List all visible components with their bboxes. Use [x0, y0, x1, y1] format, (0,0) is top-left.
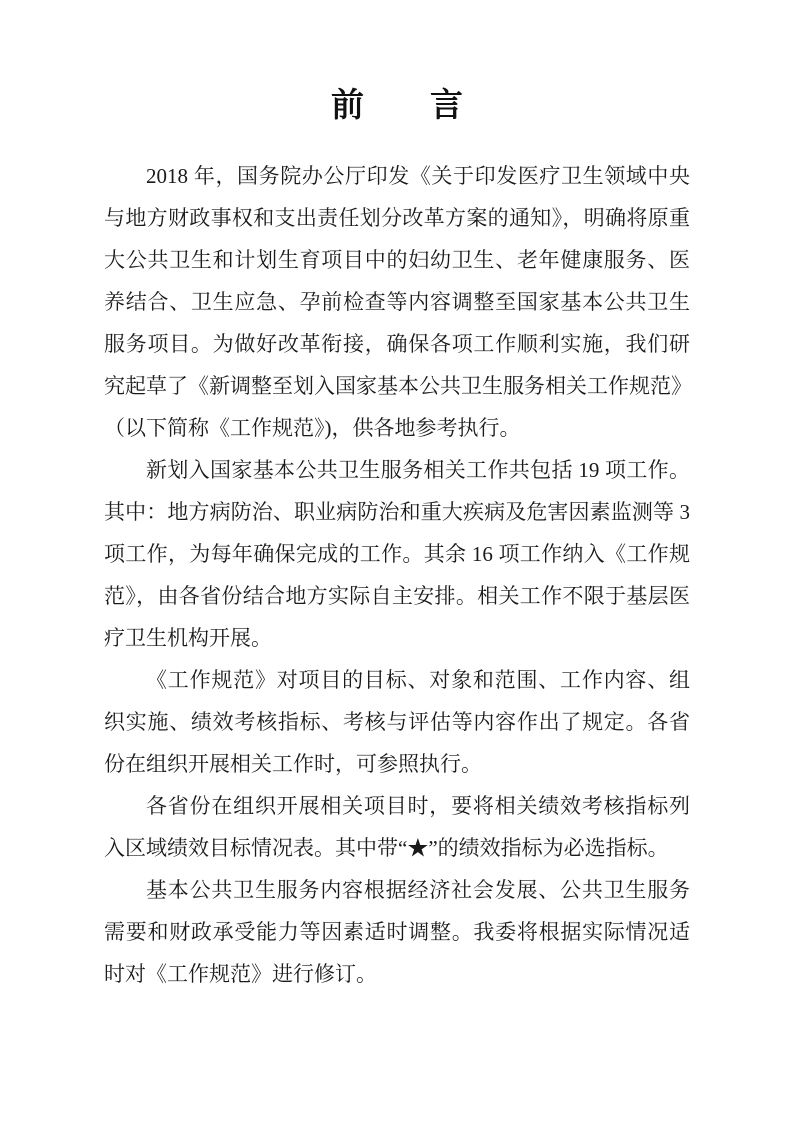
text-line: 服务项目。为做好改革衔接，确保各项工作顺利实施，我们研 — [104, 332, 690, 356]
paragraph — [104, 449, 690, 659]
text-line: 需要和财政承受能力等因素适时调整。我委将根据实际情况适 — [104, 920, 690, 944]
paragraph — [104, 659, 690, 785]
document-body — [104, 155, 690, 995]
text-line: 基本公共卫生服务内容根据经济社会发展、公共卫生服务 — [146, 878, 690, 902]
text-line: 份在组织开展相关工作时，可参照执行。 — [104, 752, 482, 776]
text-line: 范》，由各省份结合地方实际自主安排。相关工作不限于基层医 — [104, 584, 690, 608]
text-line: 2018 年，国务院办公厅印发《关于印发医疗卫生领域中央 — [146, 164, 690, 188]
text-line: 究起草了《新调整至划入国家基本公共卫生服务相关工作规范》 — [104, 374, 692, 398]
page-title: 前 言 — [331, 88, 463, 124]
text-line: 《工作规范》对项目的目标、对象和范围、工作内容、组 — [146, 668, 690, 692]
text-line: 其中：地方病防治、职业病防治和重大疾病及危害因素监测等 3 — [104, 500, 690, 524]
text-line: 织实施、绩效考核指标、考核与评估等内容作出了规定。各省 — [104, 710, 690, 734]
text-line: 时对《工作规范》进行修订。 — [104, 962, 377, 986]
text-line: 大公共卫生和计划生育项目中的妇幼卫生、老年健康服务、医 — [104, 248, 690, 272]
text-line: 与地方财政事权和支出责任划分改革方案的通知》，明确将原重 — [104, 206, 690, 230]
text-line: 入区域绩效目标情况表。其中带“★”的绩效指标为必选指标。 — [104, 836, 669, 860]
text-line: 各省份在组织开展相关项目时，要将相关绩效考核指标列 — [146, 794, 690, 818]
paragraph — [104, 869, 690, 995]
paragraph — [104, 155, 690, 449]
text-line: 疗卫生机构开展。 — [104, 626, 272, 650]
text-line: 项工作，为每年确保完成的工作。其余 16 项工作纳入《工作规 — [104, 542, 690, 566]
text-line: 养结合、卫生应急、孕前检查等内容调整至国家基本公共卫生 — [104, 290, 690, 314]
text-line: （以下简称《工作规范》)，供各地参考执行。 — [104, 416, 521, 440]
paragraph — [104, 785, 690, 869]
text-line: 新划入国家基本公共卫生服务相关工作共包括 19 项工作。 — [146, 458, 690, 482]
